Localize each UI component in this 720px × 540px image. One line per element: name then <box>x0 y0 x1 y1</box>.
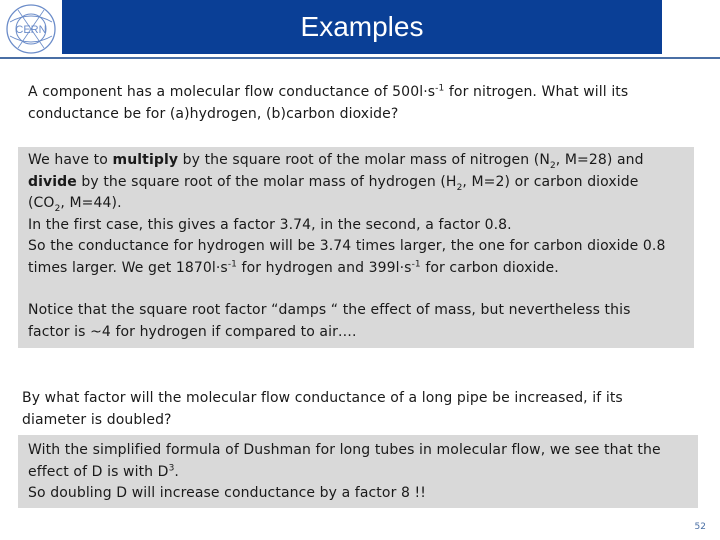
answer-1-line-8: factor is ~4 for hydrogen if compared to air…. <box>28 323 357 340</box>
question-1-line-2: conductance be for (a)hydrogen, (b)carbon dioxide? <box>28 105 399 122</box>
page-number: 52 <box>694 522 706 532</box>
question-2 <box>22 388 623 431</box>
answer-1-line-6: times larger. We get $1870l\cdot s^{-1}$ for hydrogen and $399l\cdot s^{-1}$ for carbon dioxide. <box>28 258 559 276</box>
slide-header <box>0 0 720 58</box>
paragraph-gap <box>28 279 666 300</box>
answer-1-line-1: We have to multiply by the square root of the molar mass of nitrogen ($N_2$, M=28) and <box>28 152 644 171</box>
question-1-text: A component has a molecular flow conductance of 500l·s <box>28 84 436 100</box>
answer-1-line-2: divide by the square root of the molar mass of hydrogen ($H_2$, M=2) or carbon dioxide <box>28 173 639 193</box>
answer-1-line-5: So the conductance for hydrogen will be 3.74 times larger, the one for carbon dioxide 0.8 <box>28 238 666 254</box>
slide-title: Examples <box>300 11 424 42</box>
answer-2 <box>28 440 661 505</box>
answer-2-line-3: So doubling D will increase conductance by a factor 8 !! <box>28 485 426 501</box>
title-bar <box>62 0 662 54</box>
answer-2-line-1: With the simplified formula of Dushman for long tubes in molecular flow, we see that the <box>28 442 661 458</box>
answer-1 <box>28 150 666 343</box>
answer-2-line-2: effect of D is with $D^3$. <box>28 462 179 480</box>
question-2-line-2: diameter is doubled? <box>22 411 172 428</box>
question-1-text: for nitrogen. What will its <box>444 84 629 100</box>
answer-1-line-4: In the first case, this gives a factor 3.74, in the second, a factor 0.8. <box>28 216 512 233</box>
question-1-line-1 <box>28 82 628 104</box>
answer-1-line-3: ($CO_2$, M=44). <box>28 195 122 214</box>
emphasis-divide: divide <box>28 173 77 190</box>
question-1-sup: -1 <box>435 83 445 94</box>
emphasis-multiply: multiply <box>112 152 179 168</box>
header-divider <box>0 57 720 59</box>
question-1 <box>28 82 628 125</box>
answer-1-line-7: Notice that the square root factor “damps “ the effect of mass, but nevertheless this <box>28 302 631 318</box>
svg-text:CERN: CERN <box>15 24 47 36</box>
question-2-line-1: By what factor will the molecular flow conductance of a long pipe be increased, if its <box>22 390 623 406</box>
cern-logo-icon <box>4 2 58 56</box>
